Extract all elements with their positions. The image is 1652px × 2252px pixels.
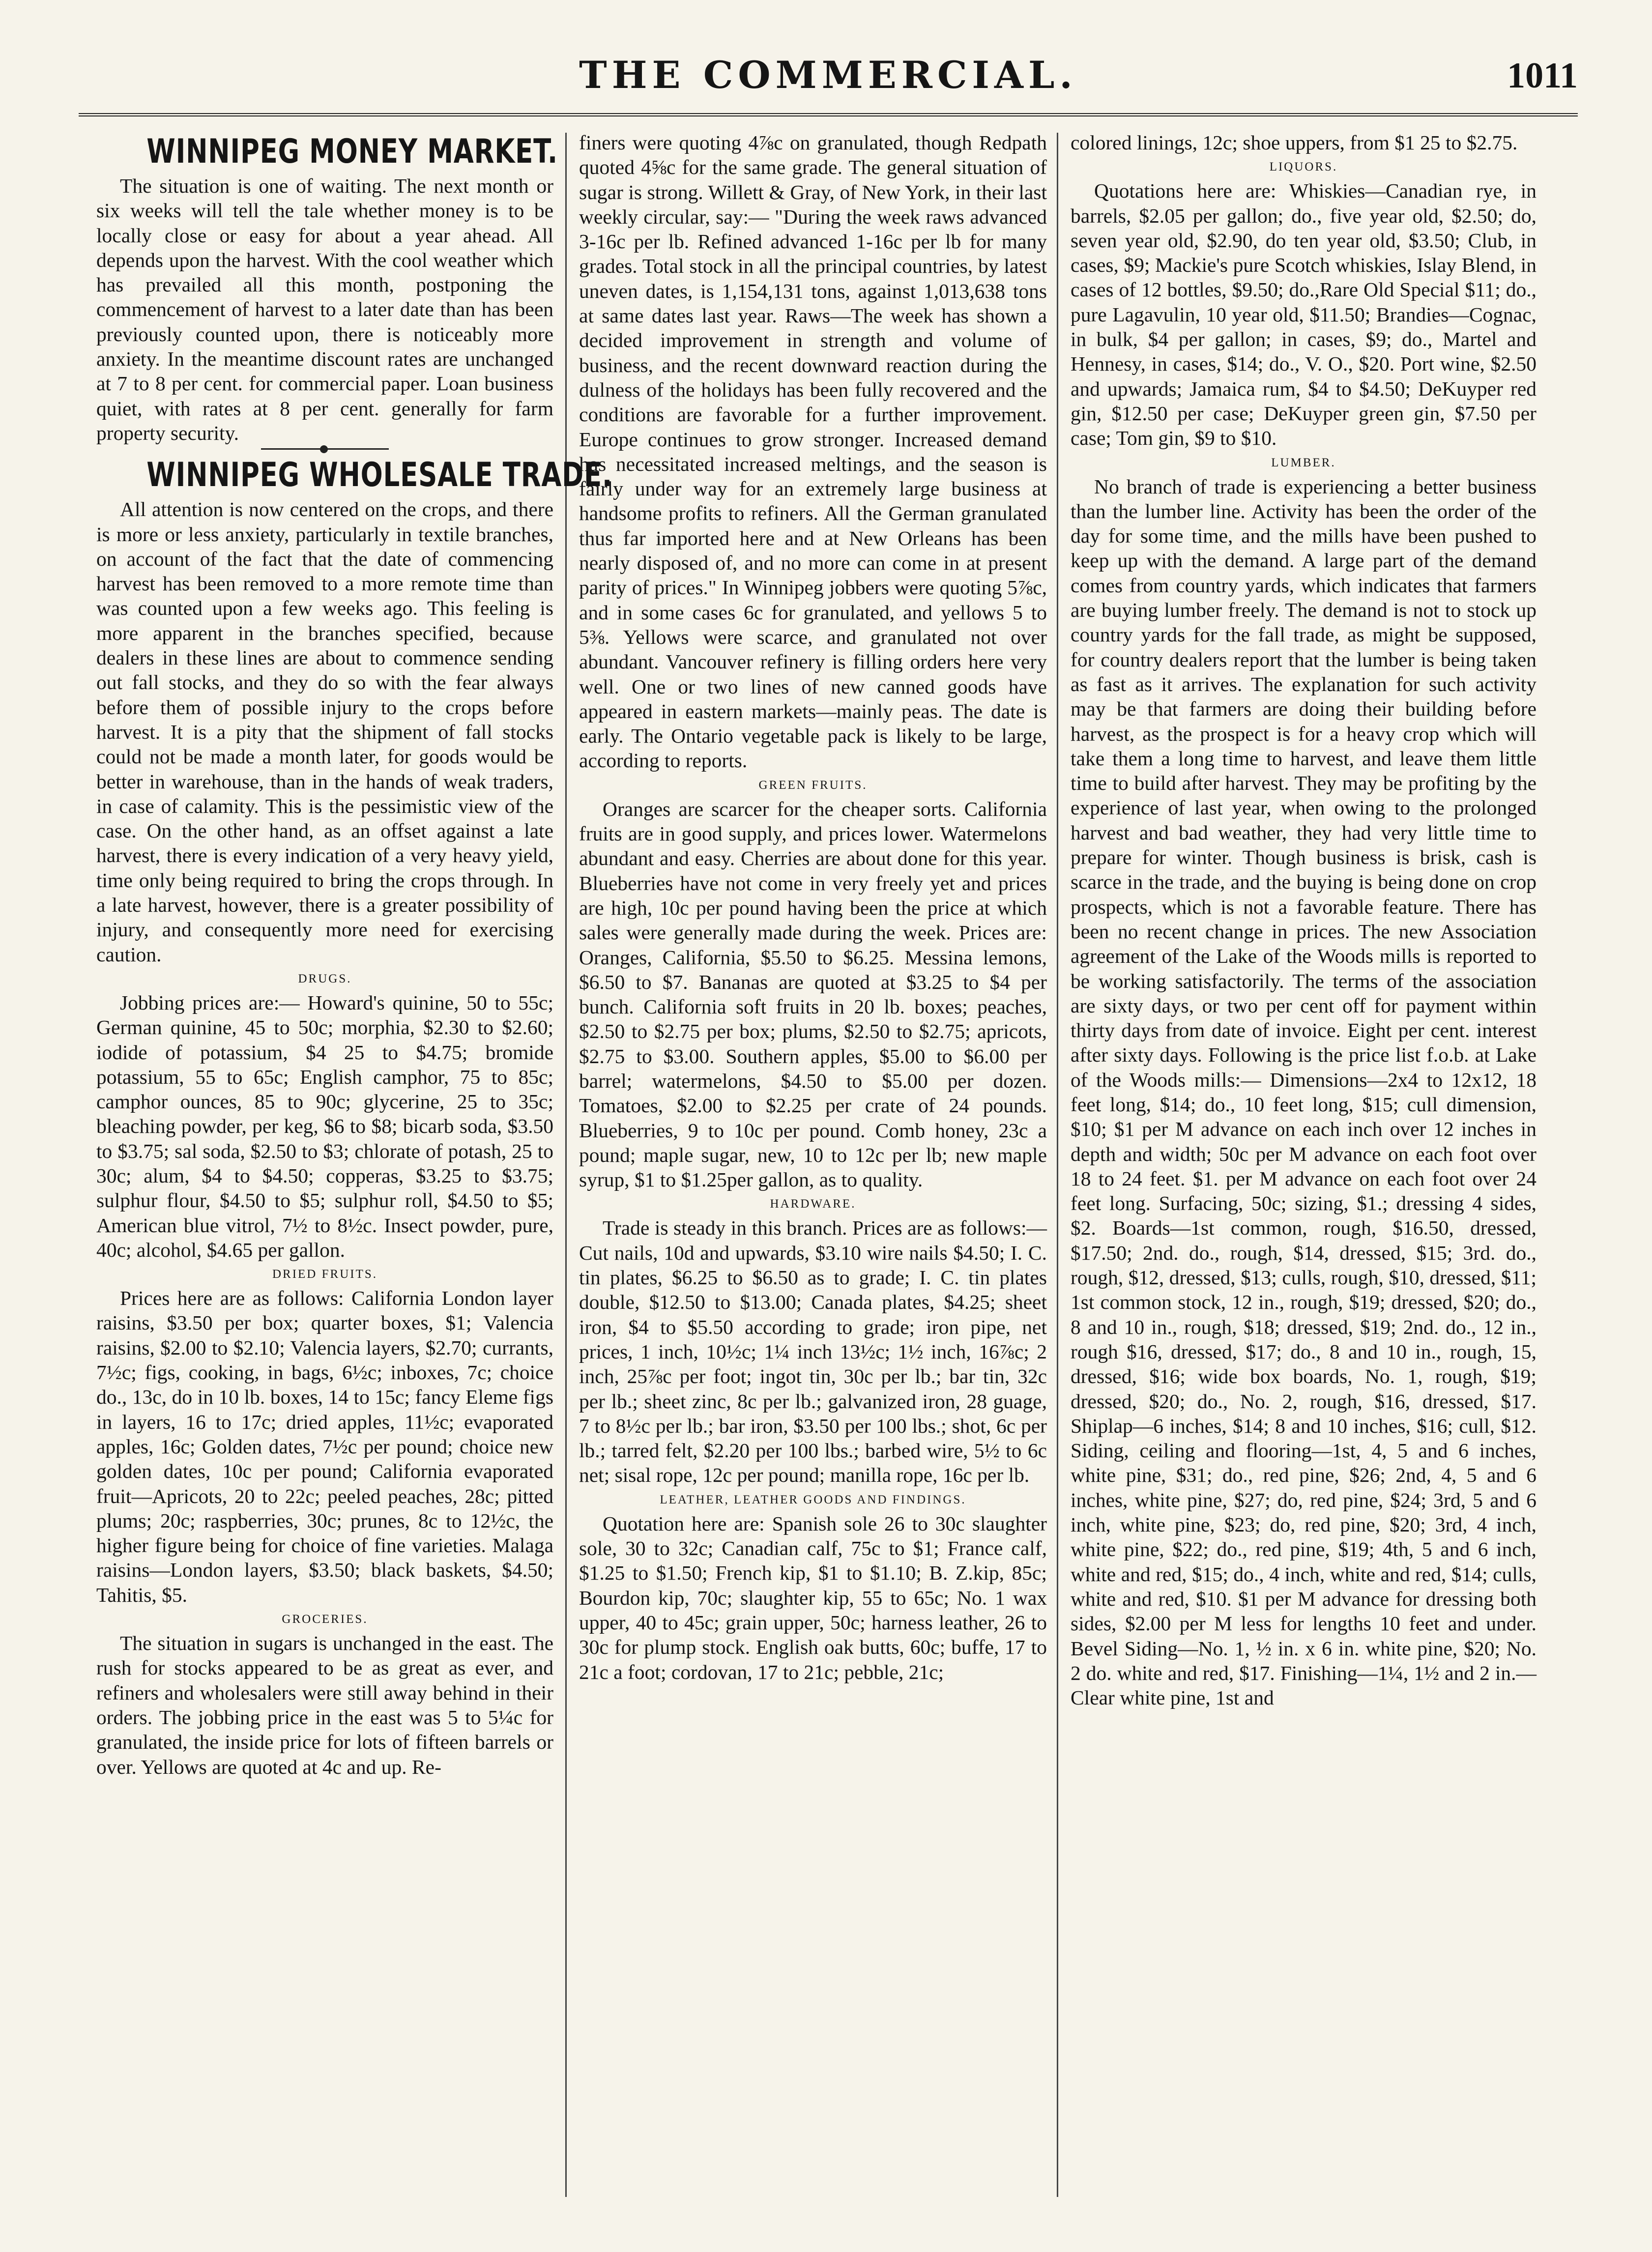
paragraph: No branch of trade is experiencing a better business than the lumber line. Activity has been the order of the day for some time, and the mills have been pushed to keep up with the demand. A large part of the demand comes from country yards, which indicates that farmers are buying lumber freely. The demand is not to stock up country yards for the fall trade, as might be supposed, for country dealers report that the lumber is being taken as fast as it arrives. The explanation for such activity may be that farmers are doing their building before harvest, as the prospect is for a heavy crop which will take them a long time to harvest, and leave them little time to build after harvest. They may be profiting by the experience of last year, when owing to the prolonged harvest and bad weather, they had very little time to prepare for winter. Though business is brisk, cash is scarce in the trade, and the buying is being done on crop prospects, which is not a favorable feature. There has been no recent change in prices. The new Association agreement of the Lake of the Woods mills is reported to be working satisfactorily. The terms of the association are sixty days, or two per cent off for payment within thirty days from date of invoice. Eight per cent. interest after sixty days. Following is the price list f.o.b. at Lake of the Woods mills:— Dimensions—2x4 to 12x12, 18 feet long, $14; do., 10 feet long, $15; cull dimension, $10; $1 per M advance on each inch over 12 inches in depth and width; 50c per M advance on each foot over 18 to 24 feet. $1. per M advance on each foot over 24 feet long. Surfacing, 50c; sizing, $1.; dressing 4 sides, $2. Boards—1st common, rough, $16.50, dressed, $17.50; 2nd. do., rough, $14, dressed, $15; 3rd. do., rough, $12, dressed, $13; culls, rough, $10, dressed, $11; 1st common stock, 12 in., rough, $19; dressed, $20; do., 8 and 10 in., rough, $18; dressed, $19; 2nd. do., 12 in., rough $16, dressed, $17; do., 8 and 10 in., rough, 15, dressed, $16; wide box boards, No. 1, rough, $19; dressed, $20; do., No. 2, rough, $16, dressed, $17. Shiplap—6 inches, $14; 8 and 10 inches, $16; cull, $12. Siding, ceiling and flooring—1st, 4, 5 and 6 inches, white pine, $31; do., red pine, $26; 2nd, 4, 5 and 6 inches, white pine, $27; do, red pine, $24; 3rd, 5 and 6 inch, white pine, $23; do, red pine, $20; 3rd, 4 inch, white pine, $22; do., red pine, $19; 4th, 5 and 6 inch, white and red, $15; do., 4 inch, white and red, $14; culls, white and red, $10. $1 per M advance for dressing both sides, $2.00 per M less for lengths 10 feet and under. Bevel Siding—No. 1, ½ in. x 6 in. white pine, $20; No. 2 do. white and red, $17. Finishing—1¼, 1½ and 2 in.—Clear white pine, 1st and	[1071, 475, 1536, 1709]
paragraph: Trade is steady in this branch. Prices are as follows:— Cut nails, 10d and upwards, $3.10 wire nails $4.50; I. C. tin plates, $6.25 to $6.50 as to grade; I. C. tin plates double, $12.50 to $13.00; Canada plates, $4.25; sheet iron, $4 to $5.50 according to grade; iron pipe, net prices, 1 inch, 10½c; 1¼ inch 13½c; 1½ inch, 16⅞c; 2 inch, 25⅞c per foot; ingot tin, 30c per lb.; bar tin, 32c per lb.; sheet zinc, 8c per lb.; galvanized iron, 28 guage, 7 to 8½c per lb.; bar iron, $3.50 per 100 lbs.; shot, 6c per lb.; tarred felt, $2.20 per 100 lbs.; barbed wire, 5½ to 6c net; sisal rope, 12c per pound; manilla rope, 16c per lb.	[579, 1216, 1047, 1487]
subheading-lumber: LUMBER.	[1271, 456, 1336, 469]
column-divider	[1057, 133, 1058, 2197]
subheading-leather: LEATHER, LEATHER GOODS AND FINDINGS.	[660, 1493, 966, 1506]
paragraph: Oranges are scarcer for the cheaper sorts. California fruits are in good supply, and prices lower. Watermelons abundant and easy. Cherries are about done for this year. Blueberries have not come in very freely yet and prices are high, 10c per pound having been the price at which sales were generally made during the week. Prices are: Oranges, California, $5.50 to $6.25. Messina lemons, $6.50 to $7. Bananas are quoted at $3.25 to $4 per bunch. California soft fruits in 20 lb. boxes; peaches, $2.50 to $2.75 per box; plums, $2.50 to $2.75; apricots, $2.75 to $3.00. Southern apples, $5.00 to $6.00 per barrel; watermelons, $4.50 to $5.00 per dozen. Tomatoes, $2.00 to $2.25 per crate of 24 pounds. Blueberries, 9 to 10c per pound. Comb honey, 23c a pound; maple sugar, new, 10 to 12c per lb; new maple syrup, $1 to $1.25per gallon, as to quality.	[579, 797, 1047, 1191]
subheading-drugs: DRUGS.	[298, 972, 352, 985]
column-3	[1071, 130, 1536, 1710]
column-divider	[565, 133, 567, 2197]
page-number: 1011	[1507, 56, 1578, 96]
paragraph: The situation in sugars is unchanged in the east. The rush for stocks appeared to be as great as ever, and refiners and wholesalers were still away behind in their orders. The jobbing price in the east was 5 to 5¼c for granulated, the inside price for lots of fifteen barrels or over. Yellows are quoted at 4c and up. Re-	[96, 1632, 553, 1778]
page-header	[79, 53, 1578, 122]
column-1	[96, 130, 612, 1779]
subheading-groceries: GROCERIES.	[282, 1613, 368, 1626]
column-2	[579, 130, 1047, 1684]
subheading-hardware: HARDWARE.	[770, 1197, 856, 1211]
subheading-dried-fruits: DRIED FRUITS.	[272, 1268, 377, 1281]
paragraph: Prices here are as follows: California London layer raisins, $3.50 per box; quarter boxes, $1; Valencia raisins, $2.00 to $2.10; Valencia layers, $2.70; currants, 7½c; figs, cooking, in bags, 6½c; inboxes, 7c; choice do., 13c, do in 10 lb. boxes, 14 to 15c; fancy Eleme figs in layers, 16 to 17c; dried apples, 11½c; evaporated apples, 16c; Golden dates, 7½c per pound; choice new golden dates, 10c per pound; California evaporated fruit—Apricots, 20 to 22c; peeled peaches, 28c; pitted plums; 20c; raspberries, 30c; prunes, 8c to 12½c, the higher figure being for choice of fine varieties. Malaga raisins—London layers, $3.50; black baskets, $4.50; Tahitis, $5.	[96, 1287, 553, 1606]
subheading-green-fruits: GREEN FRUITS.	[758, 778, 868, 792]
paragraph: Quotation here are: Spanish sole 26 to 30c slaughter sole, 30 to 32c; Canadian calf, 75c to $1; France calf, $1.25 to $1.50; French kip, $1 to $1.10; B. Z.kip, 85c; Bourdon kip, 70c; slaughter kip, 55 to 65c; No. 1 wax upper, 40 to 45c; grain upper, 50c; harness leather, 26 to 30c for plump stock. English oak butts, 60c; buffe, 17 to 21c a foot; cordovan, 17 to 21c; pebble, 21c;	[579, 1512, 1047, 1683]
section-heading-wholesale-trade: WINNIPEG WHOLESALE TRADE.	[146, 456, 612, 495]
paragraph: Quotations here are: Whiskies—Canadian rye, in barrels, $2.05 per gallon; do., five year old, $2.50; do, seven year old, $2.90, do ten year old, $3.50; Club, in cases, $9; Mackie's pure Scotch whiskies, Islay Blend, in cases of 12 bottles, $9.50; do.,Rare Old Special $11; do., pure Lagavulin, 10 year old, $11.50; Brandies—Cognac, in bulk, $4 per gallon; in cases, $9; do., Martel and Hennesy, in cases, $14; do., V. O., $20. Port wine, $2.50 and upwards; Jamaica rum, $4 to $4.50; DeKuyper red gin, $12.50 per case; DeKuyper green gin, $7.50 per case; Tom gin, $9 to $10.	[1071, 179, 1536, 450]
subheading-liquors: LIQUORS.	[1269, 160, 1338, 174]
header-rule	[79, 113, 1578, 116]
section-heading-money-market: WINNIPEG MONEY MARKET.	[146, 132, 558, 171]
paragraph: All attention is now centered on the crops, and there is more or less anxiety, particularly in textile branches, on account of the fact that the date of commencing harvest has been removed to a more remote time than was counted upon a few weeks ago. This feeling is more apparent in the branches specified, because dealers in these lines are about to commence sending out fall stocks, and they do so with the fear always before them of possible injury to the crops before harvest. It is a pity that the shipment of fall stocks could not be made a month later, for goods would be better in warehouse, than in the hands of weak traders, in case of calamity. This is the pessimistic view of the case. On the other hand, as an offset against a late harvest, there is every indication of a very heavy yield, time only being required to bring the crops through. In a late harvest, however, there is a greater possibility of injury, and consequently more need for exercising caution.	[96, 498, 553, 966]
paragraph: finers were quoting 4⅞c on granulated, though Redpath quoted 4⅝c for the same grade. The general situation of sugar is strong. Willett & Gray, of New York, in their last weekly circular, say:— "During the week raws advanced 3-16c per lb. Refined advanced 1-16c per lb for many grades. Total stock in all the principal countries, by latest uneven dates, is 1,154,131 tons, against 1,013,638 tons at same dates last year. Raws—The week has shown a decided improvement in strength and volume of business, and the recent downward reaction during the dulness of the holidays has been fully recovered and the conditions are favorable for a further improvement. Europe continues to grow stronger. Increased demand has necessitated increased meltings, and the season is fairly under way for an extremely large business at handsome profits to refiners. All the German granulated thus far imported here and at New Orleans has been nearly disposed of, and no more can come in at present parity of prices." In Winnipeg jobbers were quoting 5⅞c, and in some cases 6c for granulated, and yellows 5 to 5⅜. Yellows were scarce, and granulated not over abundant. Vancouver refinery is filling orders here very well. One or two lines of new canned goods have appeared in eastern markets—mainly peas. The date is early. The Ontario vegetable pack is likely to be large, according to reports.	[579, 131, 1047, 772]
paragraph: Jobbing prices are:— Howard's quinine, 50 to 55c; German quinine, 45 to 50c; morphia, $2.30 to $2.60; iodide of potassium, $4 25 to $4.75; bromide potassium, 55 to 65c; English camphor, 75 to 85c; camphor ounces, 85 to 90c; glycerine, 25 to 35c; bleaching powder, per keg, $6 to $8; bicarb soda, $3.50 to $3.75; sal soda, $2.50 to $3; chlorate of potash, 25 to 30c; alum, $4 to $4.50; copperas, $3.25 to $3.75; sulphur flour, $4.50 to $5; sulphur roll, $4.50 to $5; American blue vitrol, 7½ to 8½c. Insect powder, pure, 40c; alcohol, $4.65 per gallon.	[96, 991, 553, 1261]
section-separator	[261, 448, 389, 453]
paragraph: The situation is one of waiting. The next month or six weeks will tell the tale whether money is to be locally close or easy for about a year ahead. All depends upon the harvest. With the cool weather which has prevailed all this month, postponing the commencement of harvest to a later date than has been previously counted upon, there is noticeably more anxiety. In the meantime discount rates are unchanged at 7 to 8 per cent. for commercial paper. Loan business quiet, with rates at 8 per cent. generally for farm property security.	[96, 174, 553, 444]
masthead-title: THE COMMERCIAL.	[579, 53, 1077, 97]
paragraph: colored linings, 12c; shoe uppers, from $1 25 to $2.75.	[1071, 131, 1518, 154]
